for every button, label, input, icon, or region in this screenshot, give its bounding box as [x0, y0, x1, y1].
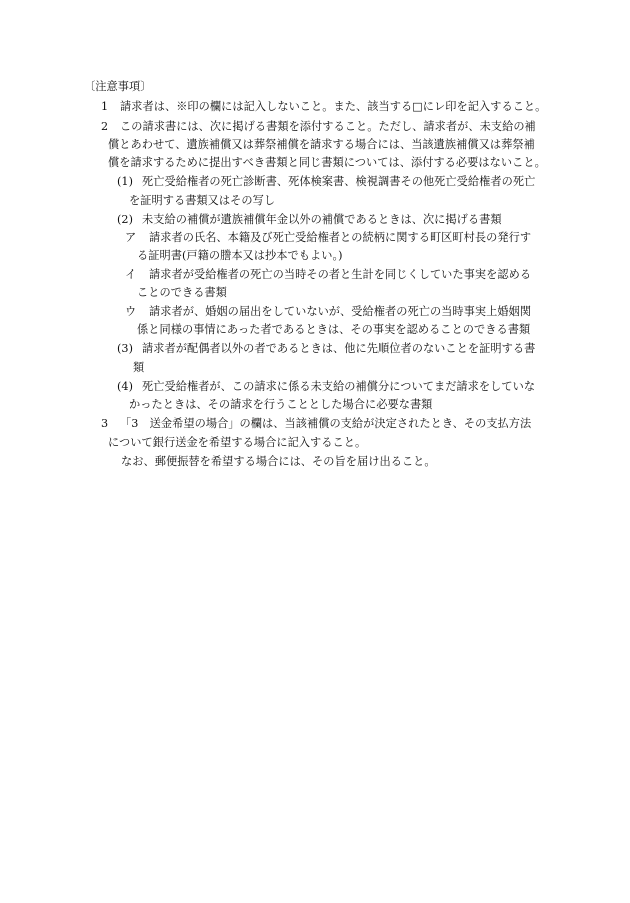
- sub-item-3-text-1: 請求者が配偶者以外の者であるときは、他に先順位者のないことを証明する書: [142, 342, 536, 355]
- sub-item-2b-line-1: [125, 267, 531, 283]
- sub-item-2-line-1: [117, 212, 502, 228]
- sub-item-4-line-2: かったときは、その請求を行うこととした場合に必要な書類: [129, 398, 433, 411]
- note-item-3-line-1: [101, 416, 531, 432]
- sub-item-4-text-1: 死亡受給権者が、この請求に係る未支給の補償分についてまだ請求をしていな: [142, 380, 536, 393]
- note-item-3-line-3: なお、郵便振替を希望する場合には、その旨を届け出ること。: [121, 455, 436, 468]
- sub-item-2a-text-1: 請求者の氏名、本籍及び死亡受給権者との続柄に関する町区町村長の発行す: [149, 231, 532, 244]
- sub-item-1-number: (1): [117, 175, 133, 188]
- note-item-1: [101, 99, 546, 115]
- sub-item-1-line-1: [117, 174, 535, 190]
- note-item-2-text-1: この請求書には、次に掲げる書類を添付すること。ただし、請求者が、未支給の補: [120, 120, 536, 133]
- sub-item-2-text-1: 未支給の補償が遺族補償年金以外の補償であるときは、次に掲げる書類: [142, 213, 502, 226]
- note-item-2-number: 2: [101, 120, 109, 133]
- sub-item-2a-line-2: る証明書(戸籍の謄本又は抄本でもよい。): [137, 249, 343, 262]
- sub-item-4-number: (4): [117, 380, 133, 393]
- sub-item-2b-line-2: ことのできる書類: [137, 286, 227, 299]
- sub-item-3-line-1: [117, 341, 535, 357]
- sub-item-2b-number: イ: [125, 268, 137, 281]
- sub-item-2c-line-1: [125, 304, 531, 320]
- sub-item-2b-text-1: 請求者が受給権者の死亡の当時その者と生計を同じくしていた事実を認める: [149, 268, 532, 281]
- sub-item-1-line-2: を証明する書類又はその写し: [129, 194, 276, 207]
- sub-item-2a-line-1: [125, 230, 531, 246]
- sub-item-3-line-2: 類: [133, 361, 145, 374]
- note-item-3-number: 3: [101, 417, 109, 430]
- note-item-2-line-1: [101, 119, 536, 135]
- note-item-3-line-2: について銀行送金を希望する場合に記入すること。: [108, 436, 367, 449]
- sub-item-1-text-1: 死亡受給権者の死亡診断書、死体検案書、検視調書その他死亡受給権者の死亡: [142, 175, 536, 188]
- sub-item-4-line-1: [117, 379, 535, 395]
- sub-item-2c-text-1: 請求者が、婚姻の届出をしていないが、受給権者の死亡の当時事実上婚姻関: [149, 305, 532, 318]
- sub-item-3-number: (3): [117, 342, 133, 355]
- note-item-3-text-1: 「3 送金希望の場合」の欄は、当該補償の支給が決定されたとき、その支払方法: [120, 417, 532, 430]
- note-item-1-text: 請求者は、※印の欄には記入しないこと。また、該当する□にレ印を記入すること。: [120, 100, 547, 113]
- note-item-2-line-3: 償を請求するために提出すべき書類と同じ書類については、添付する必要はないこと。: [108, 156, 546, 169]
- sub-item-2c-number: ウ: [125, 305, 137, 318]
- note-item-2-line-2: 償とあわせて、遺族補償又は葬祭補償を請求する場合には、当該遺族補償又は葬祭補: [108, 138, 535, 151]
- sub-item-2a-number: ア: [125, 231, 137, 244]
- sub-item-2c-line-2: 係と同様の事情にあった者であるときは、その事実を認めることのできる書類: [137, 323, 531, 336]
- notes-heading: 〔注意事項〕: [84, 80, 152, 93]
- sub-item-2-number: (2): [117, 213, 133, 226]
- note-item-1-number: 1: [101, 100, 109, 113]
